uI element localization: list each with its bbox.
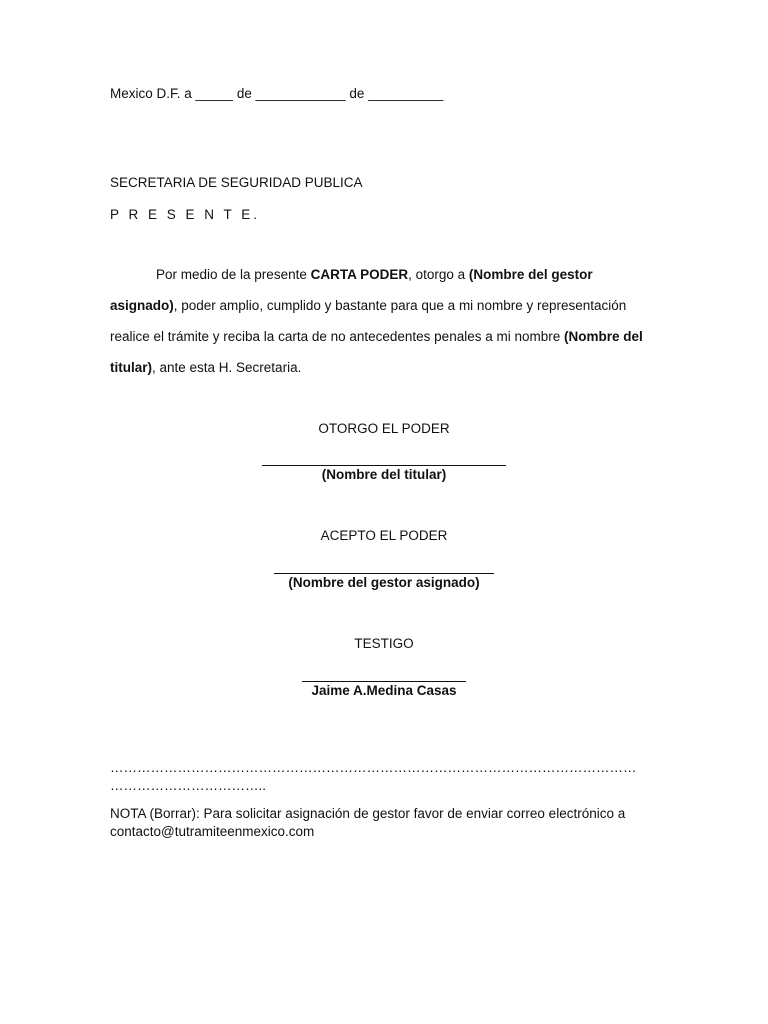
- body-bold-gestor: (Nombre del gestor asignado): [110, 267, 593, 313]
- accept-name: (Nombre del gestor asignado): [288, 575, 480, 590]
- body-text-3: , poder amplio, cumplido y bastante para que a mi nombre y representación realice el trámite y reciba la carta de no antecedentes penales a mi nombre: [110, 298, 627, 344]
- body-text-4: , ante esta H. Secretaria.: [152, 360, 302, 375]
- body-text-2: , otorgo a: [408, 267, 469, 282]
- note-email: contacto@tutramiteenmexico.com: [110, 824, 315, 839]
- note-line-1: NOTA (Borrar): Para solicitar asignación de gestor favor de enviar correo electrónico a: [110, 806, 626, 821]
- separator-line-1: ………………………………………………………………………………………………………: [110, 760, 637, 775]
- body-bold-titular: (Nombre del titular): [110, 329, 643, 375]
- body-text-1: Por medio de la presente: [156, 267, 311, 282]
- body-bold-carta-poder: CARTA PODER: [310, 267, 409, 282]
- grant-name: (Nombre del titular): [321, 467, 447, 482]
- accept-label: ACEPTO EL PODER: [320, 528, 448, 543]
- grant-signature-line: [262, 465, 506, 466]
- witness-label: TESTIGO: [354, 636, 414, 651]
- separator-line-2: ……………………………..: [110, 778, 267, 793]
- body-paragraph: [110, 259, 658, 383]
- recipient: SECRETARIA DE SEGURIDAD PUBLICA: [110, 175, 363, 190]
- witness-name: Jaime A.Medina Casas: [311, 683, 457, 698]
- witness-signature-line: [302, 681, 466, 682]
- grant-label: OTORGO EL PODER: [318, 421, 450, 436]
- accept-signature-line: [274, 573, 494, 574]
- date-line: Mexico D.F. a _____ de ____________ de __________: [110, 86, 444, 101]
- presente: P R E S E N T E.: [110, 207, 261, 222]
